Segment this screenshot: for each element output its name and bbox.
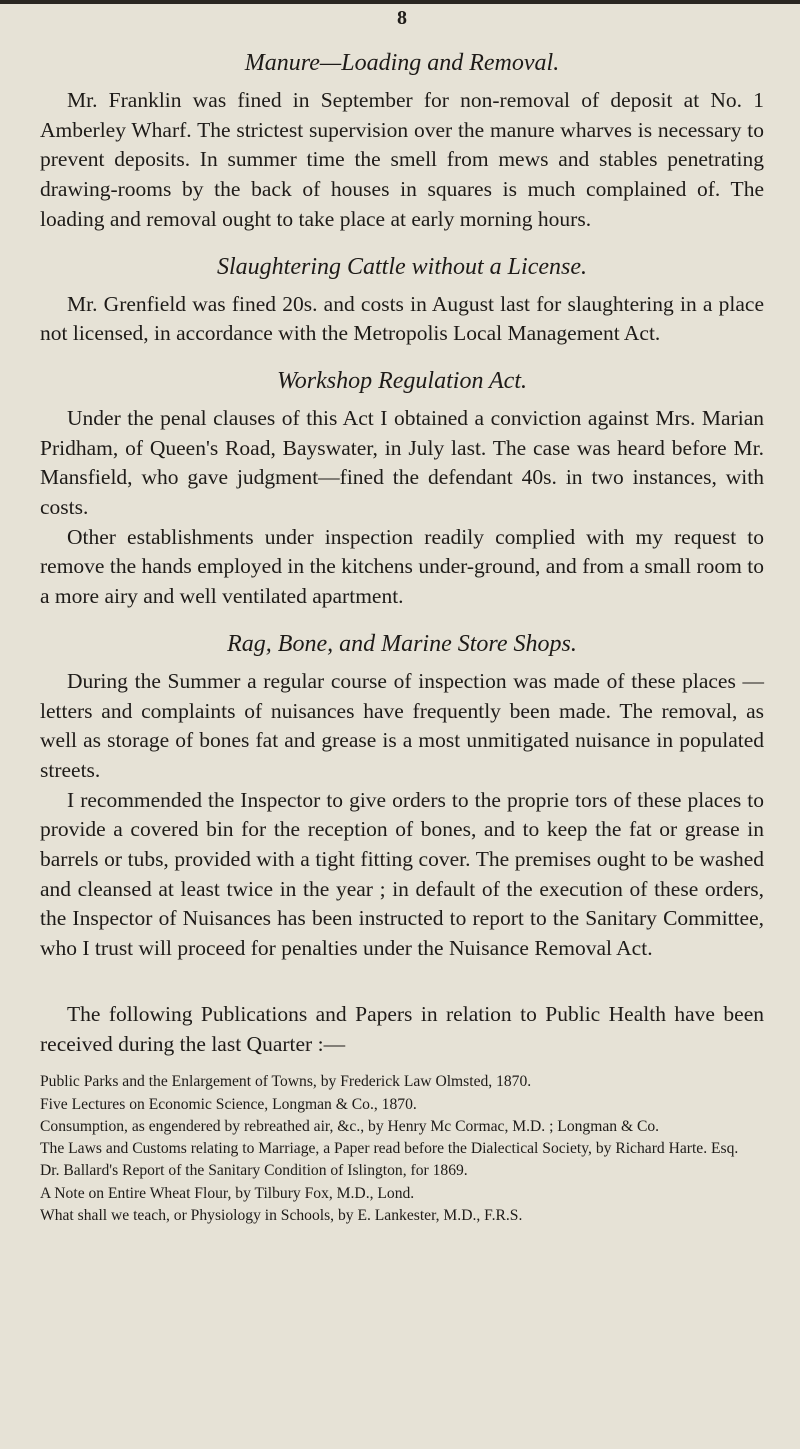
list-item: Public Parks and the Enlargement of Towns, by Frederick Law Olmsted, 1870. (40, 1073, 532, 1091)
section-publications (40, 1000, 764, 1227)
section-heading: Workshop Regulation Act. (277, 367, 527, 394)
list-item: Five Lectures on Economic Science, Longman & Co., 1870. (40, 1095, 417, 1113)
section-rag-bone (40, 630, 764, 964)
list-item: The Laws and Customs relating to Marriage, a Paper read before the Dialectical Society, by Richard Harte. Esq. (40, 1140, 739, 1158)
section-slaughtering (40, 253, 764, 349)
publications-intro: The following Publications and Papers in relation to Public Health have been received during the last Quarter :— (40, 1001, 764, 1056)
section-heading: Manure—Loading and Removal. (244, 50, 560, 76)
section-heading: Slaughtering Cattle without a License. (217, 253, 587, 280)
list-item: What shall we teach, or Physiology in Schools, by E. Lankester, M.D., F.R.S. (40, 1207, 523, 1225)
section-workshop (40, 367, 764, 612)
paragraph: Mr. Franklin was fined in September for non-removal of deposit at No. 1 Amberley Wharf. The strictest supervision over the manure wharves is necessary to prevent deposits. In summer time the smell from mews and stables penetrating drawing-rooms by the back of houses in squares is much complained of. The loading and removal ought to take place at early morning hours. (40, 88, 764, 231)
list-item: Consumption, as engendered by rebreathed air, &c., by Henry Mc Cormac, M.D. ; Longman & Co. (40, 1117, 660, 1135)
top-rule (0, 0, 800, 4)
publications-list (40, 1071, 764, 1227)
section-heading: Rag, Bone, and Marine Store Shops. (227, 630, 577, 657)
paragraph: Other establishments under inspection readily complied with my request to remove the hands employed in the kitchens under-ground, and from a small room to a more airy and well ventilated apartment. (40, 524, 764, 609)
paragraph: Mr. Grenfield was fined 20s. and costs in August last for slaughtering in a place not licensed, in accordance with the Metropolis Local Management Act. (40, 291, 764, 346)
paragraph: Under the penal clauses of this Act I obtained a conviction against Mrs. Marian Pridham, of Queen's Road, Bayswater, in July last. The case was heard before Mr. Mansfield, who gave judgment—fined the defendant 40s. in two instances, with costs. (40, 405, 764, 520)
list-item: A Note on Entire Wheat Flour, by Tilbury Fox, M.D., Lond. (40, 1184, 415, 1202)
section-manure (40, 49, 764, 235)
page-number: 8 (397, 7, 407, 29)
paragraph: During the Summer a regular course of inspection was made of these places — letters and complaints of nuisances have frequently been made. The removal, as well as storage of bones fat and grease is a most unmitigated nuisance in populated streets. (40, 668, 764, 782)
list-item: Dr. Ballard's Report of the Sanitary Condition of Islington, for 1869. (40, 1162, 468, 1180)
paragraph: I recommended the Inspector to give orders to the proprie tors of these places to provide a covered bin for the reception of bones, and to keep the fat or grease in barrels or tubs, provided with a tight fitting cover. The premises ought to be washed and cleansed at least twice in the year ; in default of the execution of these orders, the Inspector of Nuisances has been instructed to report to the Sanitary Committee, who I trust will proceed for penalties under the Nuisance Removal Act. (40, 787, 764, 961)
